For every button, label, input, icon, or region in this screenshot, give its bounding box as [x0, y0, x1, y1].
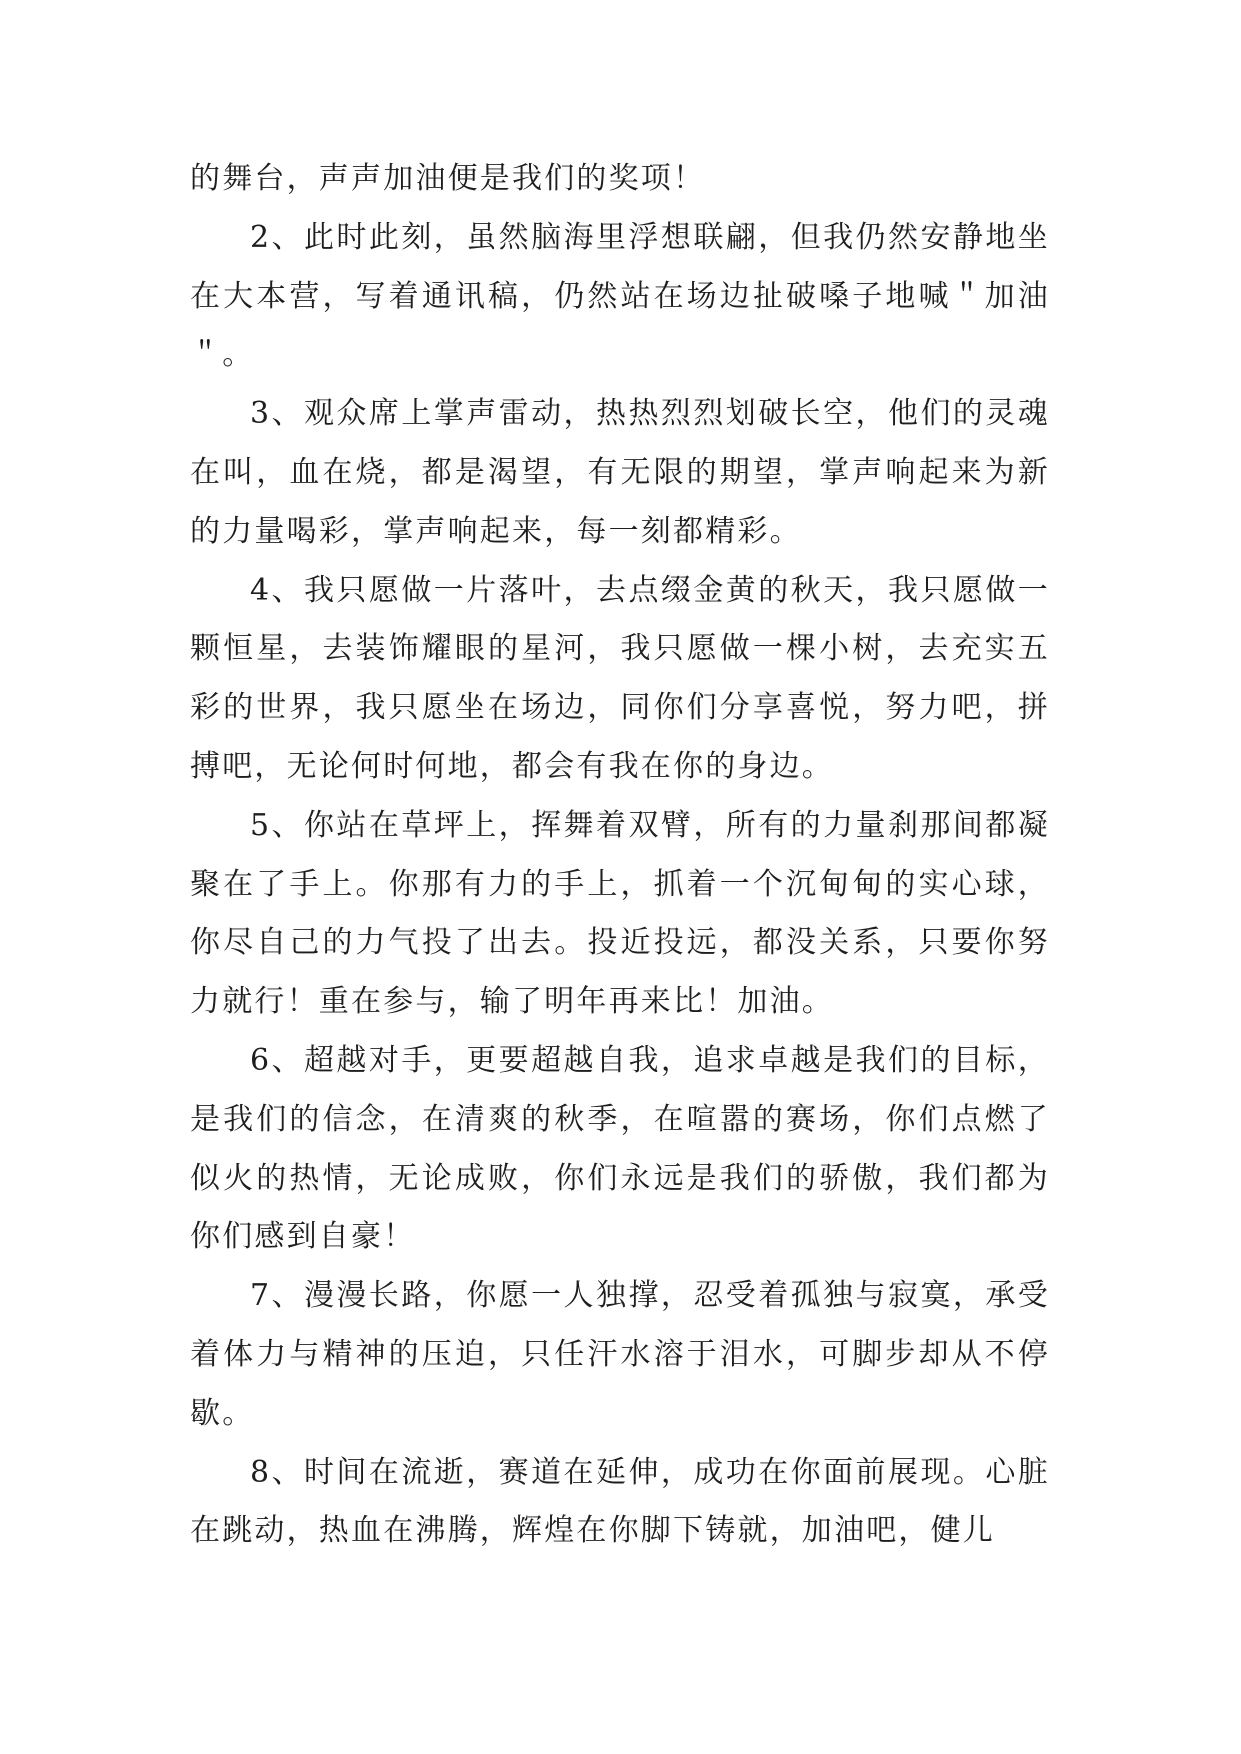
paragraph-item-7: 7、漫漫长路，你愿一人独撑，忍受着孤独与寂寞，承受着体力与精神的压迫，只任汗水溶于泪水，可脚步却从不停歇。: [190, 1278, 1050, 1431]
paragraph-continuation: 的舞台，声声加油便是我们的奖项！: [190, 161, 706, 196]
paragraph-item-6: 6、超越对手，更要超越自我，追求卓越是我们的目标，是我们的信念，在清爽的秋季，在喧嚣的赛场，你们点燃了似火的热情，无论成败，你们永远是我们的骄傲，我们都为你们感到自豪！: [190, 1042, 1050, 1255]
paragraph-item-2: 2、此时此刻，虽然脑海里浮想联翩，但我仍然安静地坐在大本营，写着通讯稿，仍然站在场边扯破嗓子地喊＂加油＂。: [190, 219, 1050, 373]
paragraph-item-3: 3、观众席上掌声雷动，热热烈烈划破长空，他们的灵魂在叫，血在烧，都是渴望，有无限的期望，掌声响起来为新的力量喝彩，掌声响起来，每一刻都精彩。: [190, 396, 1050, 549]
document-body: [190, 150, 1050, 1561]
paragraph-item-8: 8、时间在流逝，赛道在延伸，成功在你面前展现。心脏在跳动，热血在沸腾，辉煌在你脚下铸就，加油吧，健儿: [190, 1454, 1050, 1549]
paragraph-item-4: 4、我只愿做一片落叶，去点缀金黄的秋天，我只愿做一颗恒星，去装饰耀眼的星河，我只愿做一棵小树，去充实五彩的世界，我只愿坐在场边，同你们分享喜悦，努力吧，拼搏吧，无论何时何地，都会有我在你的身边。: [190, 572, 1050, 784]
paragraph-item-5: 5、你站在草坪上，挥舞着双臂，所有的力量刹那间都凝聚在了手上。你那有力的手上，抓着一个沉甸甸的实心球，你尽自己的力气投了出去。投近投远，都没关系，只要你努力就行！重在参与，输了明年再来比！加油。: [190, 807, 1050, 1020]
